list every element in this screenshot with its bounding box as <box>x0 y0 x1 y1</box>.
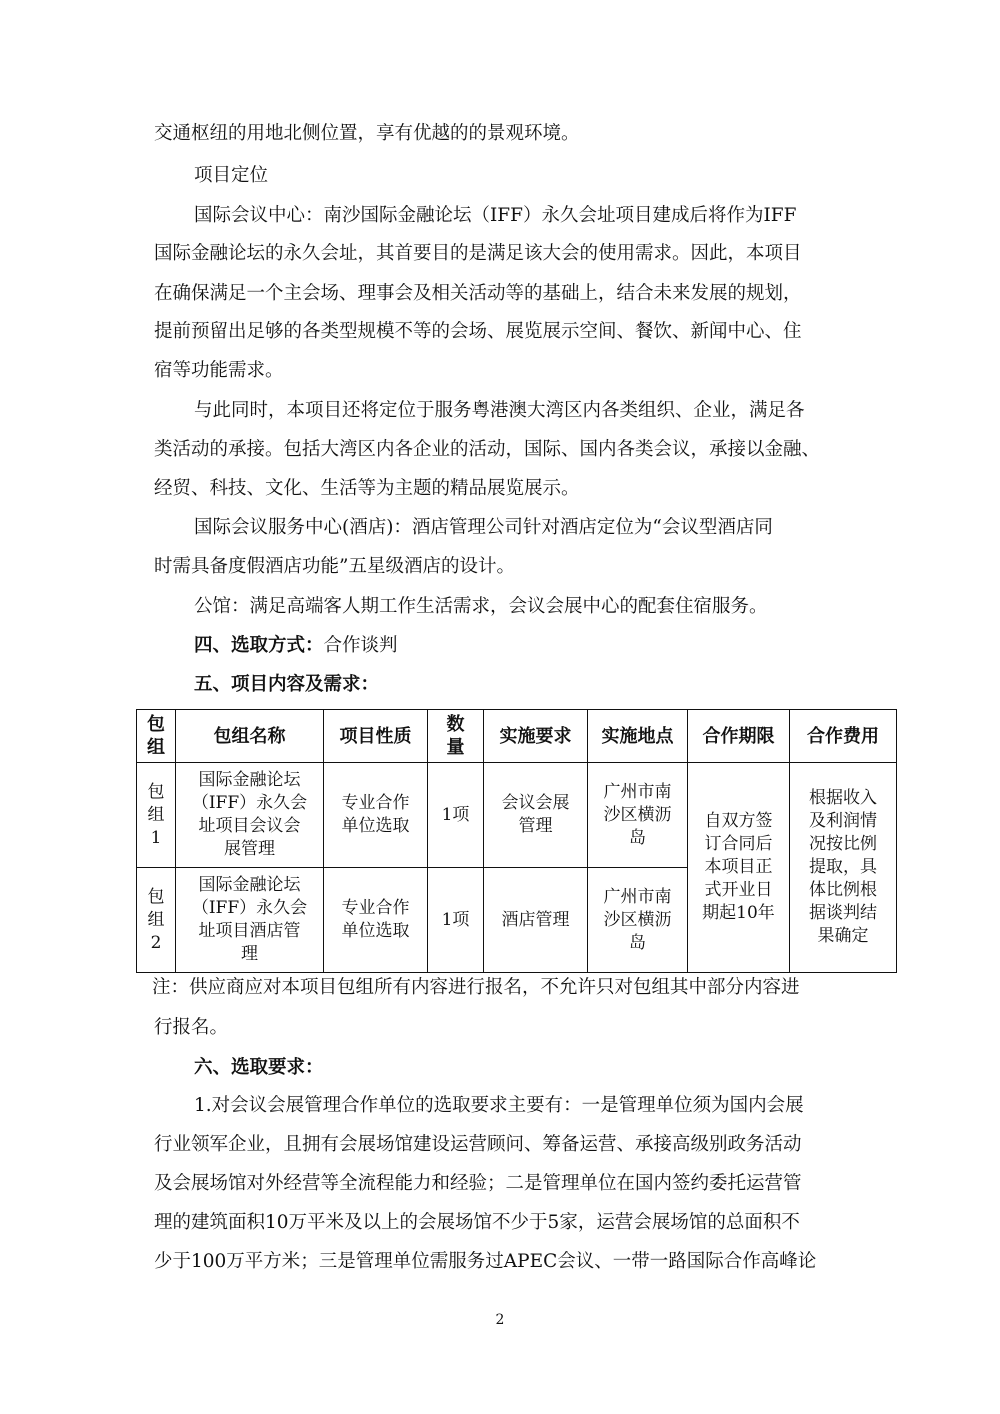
header-group: 包 组 <box>137 710 176 763</box>
section-6-heading: 六、选取要求： <box>194 1057 324 1078</box>
section-5-heading: 五、项目内容及需求： <box>194 674 380 695</box>
subheading-positioning: 项目定位 <box>194 165 269 186</box>
paragraph-line: 类活动的承接。包括大湾区内各企业的活动，国际、国内各类会议，承接以金融、 <box>154 439 821 460</box>
cell-qty: 1项 <box>428 868 484 973</box>
cell-req: 酒店管理 <box>484 868 588 973</box>
header-req: 实施要求 <box>484 710 588 763</box>
table-header-row <box>137 710 897 763</box>
paragraph-line: 国际金融论坛的永久会址，其首要目的是满足该大会的使用需求。因此，本项目 <box>154 243 802 264</box>
paragraph-line: 交通枢纽的用地北侧位置，享有优越的的景观环境。 <box>154 123 580 144</box>
paragraph-line: 少于100万平方米；三是管理单位需服务过APEC会议、一带一路国际合作高峰论 <box>154 1251 817 1272</box>
header-fee: 合作费用 <box>790 710 897 763</box>
paragraph-line: 与此同时，本项目还将定位于服务粤港澳大湾区内各类组织、企业，满足各 <box>194 400 805 421</box>
section-4-heading: 四、选取方式： <box>194 635 324 656</box>
page-number: 2 <box>495 1312 505 1328</box>
paragraph-line: 在确保满足一个主会场、理事会及相关活动等的基础上，结合未来发展的规划， <box>154 283 802 304</box>
cell-qty: 1项 <box>428 763 484 868</box>
paragraph-line: 理的建筑面积10万平米及以上的会展场馆不少于5家，运营会展场馆的总面积不 <box>154 1212 800 1233</box>
note-line: 注：供应商应对本项目包组所有内容进行报名，不允许只对包组其中部分内容进 <box>152 977 800 998</box>
cell-name: 国际金融论坛 （IFF）永久会 址项目会议会 展管理 <box>176 763 324 868</box>
paragraph-line: 国际会议中心：南沙国际金融论坛（IFF）永久会址项目建成后将作为IFF <box>194 205 797 226</box>
cell-nature: 专业合作 单位选取 <box>324 763 428 868</box>
cell-req: 会议会展 管理 <box>484 763 588 868</box>
cell-name: 国际金融论坛 （IFF）永久会 址项目酒店管 理 <box>176 868 324 973</box>
header-place: 实施地点 <box>588 710 688 763</box>
paragraph-line: 公馆：满足高端客人期工作生活需求，会议会展中心的配套住宿服务。 <box>194 596 768 617</box>
header-qty: 数 量 <box>428 710 484 763</box>
paragraph-line: 1.对会议会展管理合作单位的选取要求主要有：一是管理单位须为国内会展 <box>194 1095 804 1116</box>
cell-place: 广州市南 沙区横沥 岛 <box>588 868 688 973</box>
paragraph-line: 行业领军企业，且拥有会展场馆建设运营顾问、筹备运营、承接高级别政务活动 <box>154 1134 802 1155</box>
section-4 <box>194 633 398 659</box>
header-name: 包组名称 <box>176 710 324 763</box>
cell-group: 包 组 2 <box>137 868 176 973</box>
paragraph-line: 经贸、科技、文化、生活等为主题的精品展览展示。 <box>154 478 580 499</box>
header-period: 合作期限 <box>688 710 790 763</box>
cell-nature: 专业合作 单位选取 <box>324 868 428 973</box>
paragraph-line: 时需具备度假酒店功能”五星级酒店的设计。 <box>154 556 515 577</box>
paragraph-line: 国际会议服务中心(酒店)：酒店管理公司针对酒店定位为“会议型酒店同 <box>194 517 773 538</box>
cell-place: 广州市南 沙区横沥 岛 <box>588 763 688 868</box>
table-row <box>137 763 897 868</box>
cell-fee: 根据收入 及利润情 况按比例 提取，具 体比例根 据谈判结 果确定 <box>790 763 897 973</box>
paragraph-line: 宿等功能需求。 <box>154 360 284 381</box>
cell-group: 包 组 1 <box>137 763 176 868</box>
project-table <box>136 709 897 973</box>
cell-period: 自双方签 订合同后 本项目正 式开业日 期起10年 <box>688 763 790 973</box>
paragraph-line: 及会展场馆对外经营等全流程能力和经验；二是管理单位在国内签约委托运营管 <box>154 1173 802 1194</box>
note-line: 行报名。 <box>154 1017 229 1038</box>
section-4-value: 合作谈判 <box>323 635 398 656</box>
paragraph-line: 提前预留出足够的各类型规模不等的会场、展览展示空间、餐饮、新闻中心、住 <box>154 321 802 342</box>
header-nature: 项目性质 <box>324 710 428 763</box>
